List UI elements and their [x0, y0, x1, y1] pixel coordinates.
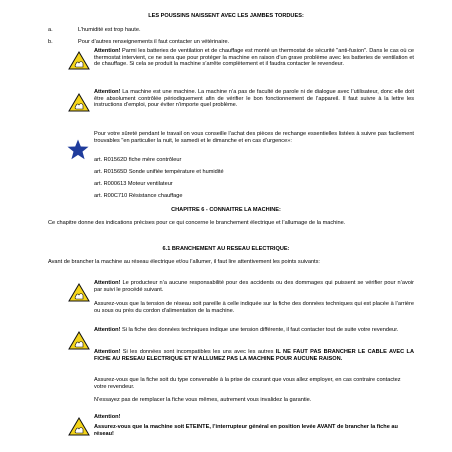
list-item-a: L’humidité est trop haute.: [78, 27, 141, 33]
warning-icon: [68, 51, 90, 70]
warning-label: Attention!: [94, 414, 121, 420]
warning-text-4b: [94, 349, 414, 362]
list-marker-a: a.: [48, 27, 53, 33]
warning-icon: [68, 283, 90, 302]
list-item-b: Pour d’autres renseignements il faut contacter un vétérinaire.: [78, 39, 230, 45]
warning-label: Attention!: [94, 280, 121, 286]
spare-part-item: art. R00C710 Résistance chauffage: [94, 193, 183, 199]
warning-label: Attention!: [94, 349, 121, 355]
warning-icon: [68, 93, 90, 112]
star-icon: [67, 139, 89, 160]
warning-body: La machine est une machine. La machine n’a pas de faculté de parole ni de dialogue avec l’utilisateur, donc elle doit être absolument contrôlée périodiquement afin de vérifier le bon fonctionnement de l’appareil. Il faut suivre à la lettre les instructions d’emploi, pour éviter n’importe quel problème.: [94, 89, 414, 109]
warning-text-4c: Assurez-vous que la fiche soit du type convenable à la prise de courant que vous allez employer, en cas contraire contactez votre revendeur.: [94, 377, 401, 390]
section-intro: Avant de brancher la machine au réseau électrique et/ou l’allumer, il faut lire attentivement les points suivants:: [48, 259, 320, 265]
warning-body: Le producteur n’a aucune responsabilité pour des accidents ou des dommages qui puissent se vérifier pour n’avoir par suivi le procédé suivant.: [94, 280, 414, 293]
header-title: LES POUSSINS NAISSENT AVEC LES JAMBES TORDUES:: [148, 13, 304, 19]
warning-text-5: Assurez-vous que la machine soit ETEINTE, l’interrupteur général en position levée AVANT de brancher la fiche au réseau!: [94, 424, 398, 437]
spare-part-item: art. R000613 Moteur ventilateur: [94, 181, 173, 187]
warning-emphasis: IL NE FAUT PAS BRANCHER LE CABLE AVEC LA FICHE AU RESEAU ELECTRIQUE ET N’ALLUMEZ PAS LA MACHINE POUR AUCUNE RAISON.: [94, 349, 415, 362]
warning-body: Parmi les batteries de ventilation et de chauffage est monté un thermostat de sécurité "anti-fusion". Dans le cas où ce thermostat intervient, ce ne sera que pour protéger la machine en raison d’un grave problème avec les batteries de ventilation et de chauffage. Si cela se produit la machine s’arrête complètement et il faudra contacter le revendeur.: [94, 48, 414, 68]
warning-body: Si les données sont incompatibles les uns avec les autres: [120, 349, 276, 355]
warning-label: Attention!: [94, 89, 121, 95]
chapter-title: CHAPITRE 6 - CONNAITRE LA MACHINE:: [171, 207, 281, 213]
section-title: 6.1 BRANCHEMENT AU RESEAU ELECTRIQUE:: [162, 246, 290, 252]
list-marker-b: b.: [48, 39, 53, 45]
warning-text-2: [94, 89, 414, 109]
warning-text-1: [94, 48, 414, 68]
warning-text-4: [94, 327, 414, 334]
warning-icon: [68, 417, 90, 436]
warning-icon: [68, 331, 90, 350]
spare-part-item: art. R01565D Sonde unifiée température et humidité: [94, 169, 224, 175]
warning-label: Attention!: [94, 327, 121, 333]
warning-text-3: [94, 280, 414, 293]
warning-label: Attention!: [94, 48, 121, 54]
warning-body: Si la fiche des données techniques indique une tension différente, il faut contacter tout de suite votre revendeur.: [120, 327, 399, 333]
chapter-text: Ce chapitre donne des indications précises pour ce qui concerne le branchement électrique et l’allumage de la machine.: [48, 220, 346, 226]
spare-part-item: art. R01562D fiche mère contrôleur: [94, 157, 182, 163]
spare-parts-intro: Pour votre sûreté pendant le travail on vous conseille l’achat des pièces de rechange essentielles listées à suivre pas facilement trouvables "en particulier la nuit, le samedi et le dimanche et en cas d’urgence»:: [94, 131, 414, 144]
warning-text-3b: Assurez-vous que la tension de réseau soit pareille à celle indiquée sur la fiche des données techniques qui est placée à l’arrière ou sous ou près du cordon d’alimentation de la machine.: [94, 301, 414, 314]
warning-text-4d: N’essayez pas de remplacer la fiche vous mêmes, autrement vous invalidez la garantie.: [94, 397, 312, 403]
